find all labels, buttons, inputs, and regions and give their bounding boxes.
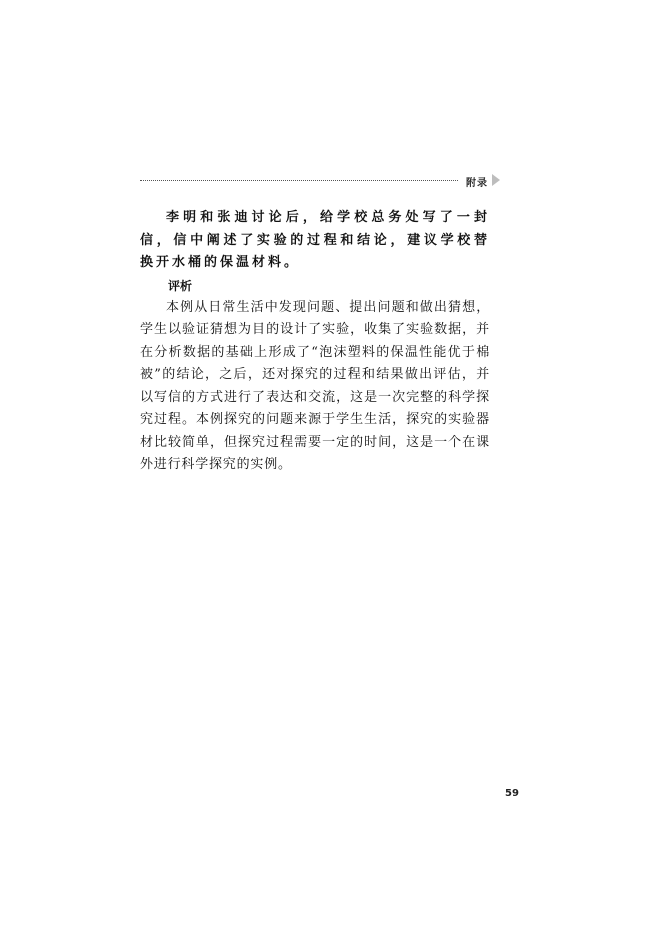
page-number: 59	[505, 788, 519, 799]
main-content	[140, 207, 490, 477]
header-dotted-rule	[140, 180, 458, 181]
section-heading: 评析	[168, 278, 193, 293]
section-label: 附录	[466, 178, 488, 189]
paragraph-conclusion: 李明和张迪讨论后，给学校总务处写了一封信，信中阐述了实验的过程和结论，建议学校替换开水桶的保温材料。	[140, 210, 490, 270]
triangle-arrow-icon	[492, 174, 500, 186]
paragraph-analysis: 本例从日常生活中发现问题、提出问题和做出猜想，学生以验证猜想为目的设计了实验，收集了实验数据，并在分析数据的基础上形成了“泡沫塑料的保温性能优于棉被”的结论，之后，还对探究的过程和结果做出评估，并以写信的方式进行了表达和交流，这是一次完整的科学探究过程。本例探究的问题来源于学生生活，探究的实验器材比较简单，但探究过程需要一定的时间，这是一个在课外进行科学探究的实例。	[140, 299, 490, 472]
